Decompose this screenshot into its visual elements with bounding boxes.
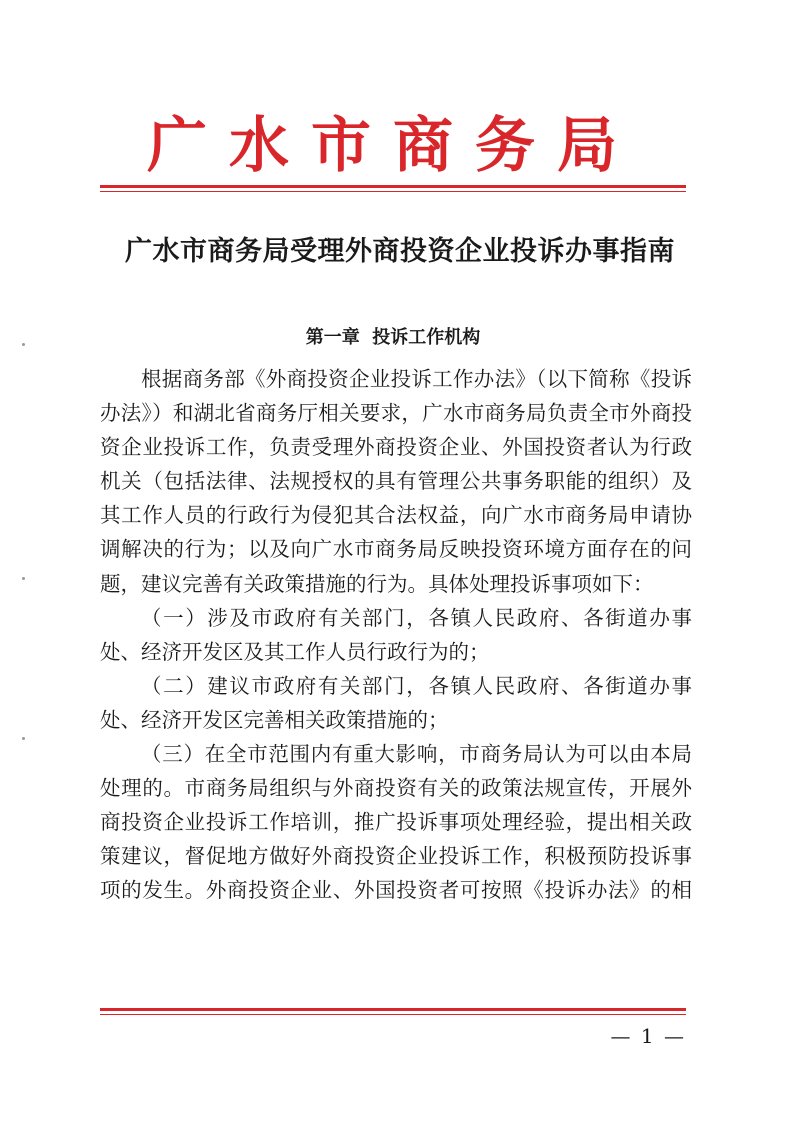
footer-red-rule-thin xyxy=(100,1014,686,1015)
letterhead-org-name: 广水市商务局 xyxy=(147,111,639,181)
letterhead-red-rule xyxy=(100,185,686,188)
chapter-heading: 第一章 投诉工作机构 xyxy=(305,327,481,348)
margin-punch-mark xyxy=(22,577,25,580)
margin-punch-mark xyxy=(22,737,25,740)
paragraph-item-3: （三）在全市范围内有重大影响，市商务局认为可以由本局处理的。市商务局组织与外商投资有关的政策法规宣传，开展外商投资企业投诉工作培训，推广投诉事项处理经验，提出相关政策建议，督促地方做好外商投资企业投诉工作，积极预防投诉事项的发生。外商投资企业、外国投资者可按照《投诉办法》的相 xyxy=(100,742,692,903)
paragraph-intro: 根据商务部《外商投资企业投诉工作办法》（以下简称《投诉办法》）和湖北省商务厅相关要求，广水市商务局负责全市外商投资企业投诉工作，负责受理外商投资企业、外国投资者认为行政机关（包括法律、法规授权的具有管理公共事务职能的组织）及其工作人员的行政行为侵犯其合法权益，向广水市商务局申请协调解决的行为；以及向广水市商务局反映投资环境方面存在的问题，建议完善有关政策措施的行为。具体处理投诉事项如下： xyxy=(100,367,692,596)
paragraph-item-1: （一）涉及市政府有关部门，各镇人民政府、各街道办事处、经济开发区及其工作人员行政行为的； xyxy=(100,605,692,664)
page-number: — 1 — xyxy=(610,1024,686,1048)
document-title: 广水市商务局受理外商投资企业投诉办事指南 xyxy=(125,236,675,267)
footer-red-rule xyxy=(100,1008,686,1011)
paragraph-item-2: （二）建议市政府有关部门，各镇人民政府、各街道办事处、经济开发区完善相关政策措施的； xyxy=(100,673,692,732)
margin-punch-mark xyxy=(22,343,25,346)
letterhead-red-rule-thin xyxy=(100,191,686,192)
document-body xyxy=(100,362,692,908)
